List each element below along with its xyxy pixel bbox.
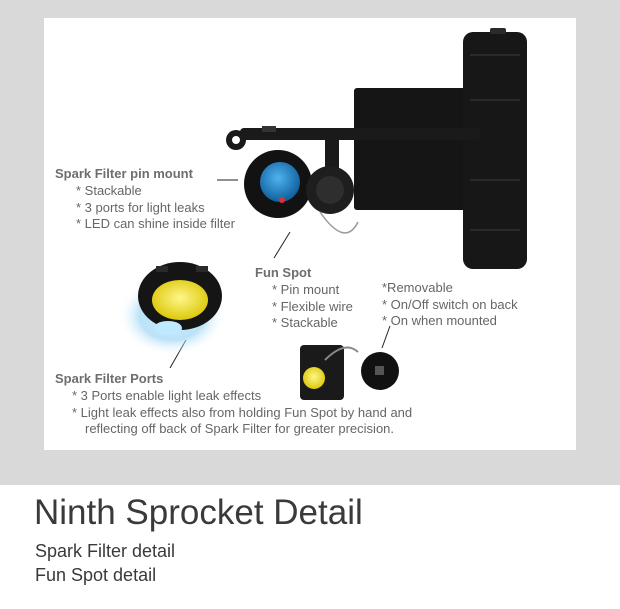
camera-mount-body [354,28,527,269]
fun-spot-heading: Fun Spot [255,265,312,280]
subtitle-spark-filter: Spark Filter detail [35,541,176,561]
fun-spot-yellow-light [300,345,358,400]
fun-spot-disc [306,166,358,233]
spark-filter-blue [244,150,312,218]
fun-spot-note: * Pin mount [272,282,340,297]
removable-note: * On when mounted [382,313,497,328]
pin-mount-note: * LED can shine inside filter [76,216,235,231]
spark-filter-yellow [118,262,226,356]
spark-filter-pin-mount-heading: Spark Filter pin mount [55,166,193,181]
removable-note: * On/Off switch on back [382,297,518,312]
pointer-fun-spot [274,232,290,258]
subtitle-fun-spot: Fun Spot detail [35,565,157,585]
fun-spot-note: * Flexible wire [272,299,353,314]
pointer-removable [382,326,390,348]
filter-ports-note: * 3 Ports enable light leak effects [72,388,262,403]
removable-note: *Removable [382,280,453,295]
pin-mount-note: * 3 ports for light leaks [76,200,205,215]
fun-spot-note: * Stackable [272,315,338,330]
pin-mount-note: * Stackable [76,183,142,198]
filter-ports-note: reflecting off back of Spark Filter for greater precision. [85,421,395,436]
spark-filter-ports-heading: Spark Filter Ports [55,371,164,386]
filter-ports-note: * Light leak effects also from holding Fun Spot by hand and [72,405,413,420]
page-title: Ninth Sprocket Detail [34,493,363,532]
fun-spot-back-switch [361,352,399,390]
